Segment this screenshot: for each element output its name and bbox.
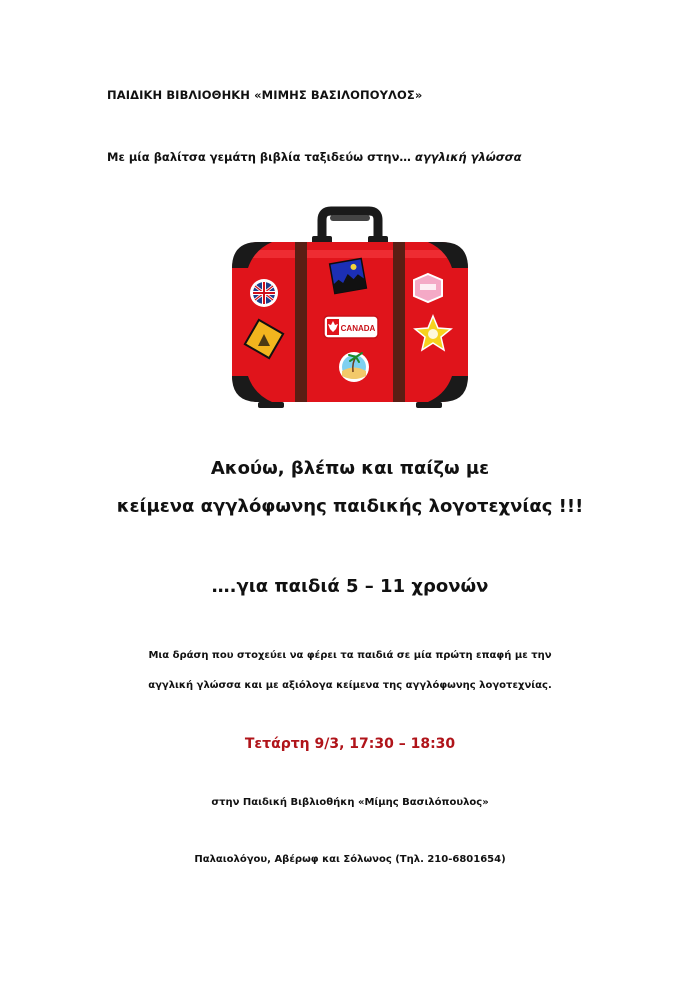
subtitle-main: Με μία βαλίτσα γεμάτη βιβλία ταξιδεύω στην… [107,150,415,164]
subtitle [107,150,522,164]
description-line-1: Μια δράση που στοχεύει να φέρει τα παιδιά σε μία πρώτη επαφή με την [148,650,552,661]
pink-hexagon-sticker [414,274,442,302]
event-date-time: Τετάρτη 9/3, 17:30 – 18:30 [244,736,456,752]
library-name: ΠΑΙΔΙΚΗ ΒΙΒΛΙΟΘΗΚΗ «ΜΙΜΗΣ ΒΑΣΙΛΟΠΟΥΛΟΣ» [107,88,423,102]
canada-sticker-label: CANADA [340,324,376,333]
headline-line-2: κείμενα αγγλόφωνης παιδικής λογοτεχνίας !!! [116,496,584,517]
suitcase-illustration [228,206,472,410]
address: Παλαιολόγου, Αβέρωφ και Σόλωνος (Τηλ. 210-6801654) [194,854,506,865]
strap [393,242,405,402]
beach-sticker [339,352,369,382]
headline-line-1: Ακούω, βλέπω και παίζω με [210,458,490,479]
age-range: ….για παιδιά 5 – 11 χρονών [211,576,489,597]
strap [295,242,307,402]
canada-sticker [324,316,378,338]
subtitle-italic: αγγλική γλώσσα [414,150,522,164]
venue: στην Παιδική Βιβλιοθήκη «Μίμης Βασιλόπουλος» [211,797,489,808]
city-sticker [330,258,367,293]
uk-sticker [250,279,278,307]
description-line-2: αγγλική γλώσσα και με αξιόλογα κείμενα της αγγλόφωνης λογοτεχνίας. [148,680,552,691]
